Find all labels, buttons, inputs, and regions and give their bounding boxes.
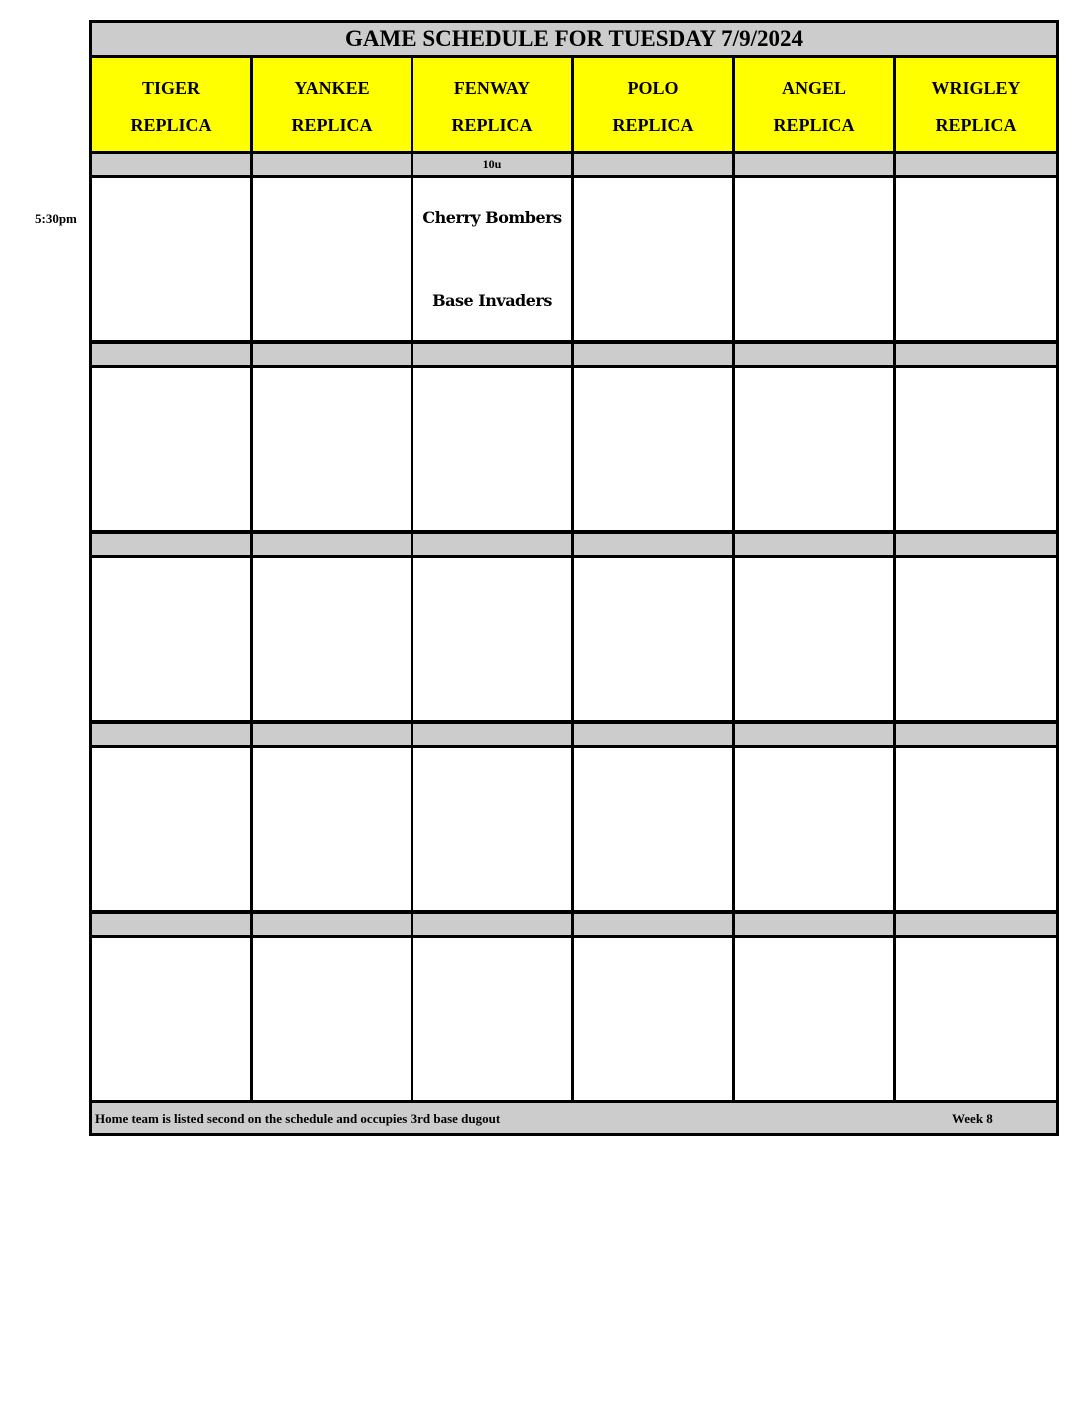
week-label: Week 8 (952, 1111, 993, 1126)
game-cell (896, 368, 1056, 530)
division-band (253, 534, 411, 555)
game-cell (574, 178, 732, 340)
field-header-yankee (253, 58, 411, 151)
division-band (253, 154, 411, 175)
division-band (92, 344, 250, 365)
division-band (92, 724, 250, 745)
game-cell (574, 938, 732, 1100)
game-cell (735, 558, 893, 720)
division-band (735, 344, 893, 365)
game-cell (896, 558, 1056, 720)
game-cell (253, 178, 411, 340)
field-subtitle: REPLICA (291, 115, 373, 135)
field-header-wrigley (896, 58, 1056, 151)
field-subtitle: REPLICA (130, 115, 212, 135)
division-band (574, 534, 732, 555)
division-band (896, 724, 1056, 745)
division-band (92, 914, 250, 935)
field-subtitle: REPLICA (935, 115, 1017, 135)
game-cell (413, 558, 571, 720)
game-cell (253, 368, 411, 530)
field-name: WRIGLEY (931, 78, 1021, 98)
division-band (253, 914, 411, 935)
division-band (253, 724, 411, 745)
game-cell (574, 748, 732, 910)
division-band (896, 154, 1056, 175)
division-band (92, 154, 250, 175)
division-band (92, 534, 250, 555)
game-cell (413, 748, 571, 910)
game-cell (253, 558, 411, 720)
field-subtitle: REPLICA (612, 115, 694, 135)
footer-note: Home team is listed second on the schedule and occupies 3rd base dugout (95, 1111, 501, 1126)
division-band (574, 724, 732, 745)
time-label-slot-1: 5:30pm (35, 211, 77, 226)
game-cell (413, 178, 571, 340)
division-band (413, 914, 571, 935)
home-team: Base Invaders (432, 291, 552, 310)
field-name: YANKEE (294, 78, 370, 98)
game-cell (92, 748, 250, 910)
game-cell (896, 938, 1056, 1100)
game-cell (896, 178, 1056, 340)
field-header-fenway (413, 58, 571, 151)
division-band (735, 534, 893, 555)
division-band (413, 724, 571, 745)
division-band (735, 914, 893, 935)
game-cell (253, 938, 411, 1100)
schedule-sheet (89, 20, 1059, 1136)
game-cell (92, 368, 250, 530)
game-cell (735, 368, 893, 530)
game-cell (735, 178, 893, 340)
field-name: TIGER (141, 78, 201, 98)
game-cell (92, 178, 250, 340)
game-cell (735, 748, 893, 910)
field-header-tiger (92, 58, 250, 151)
division-band (735, 154, 893, 175)
field-name: POLO (627, 78, 679, 98)
division-band (574, 914, 732, 935)
division-band (896, 344, 1056, 365)
division-band (253, 344, 411, 365)
division-band (574, 154, 732, 175)
division-band (735, 724, 893, 745)
field-header-angel (735, 58, 893, 151)
game-cell (92, 938, 250, 1100)
field-name: ANGEL (781, 78, 846, 98)
division-band (413, 534, 571, 555)
game-cell (735, 938, 893, 1100)
footer-bar (92, 1103, 1056, 1133)
division-band: 10u (413, 154, 571, 175)
division-band (413, 344, 571, 365)
field-subtitle: REPLICA (451, 115, 533, 135)
game-cell (413, 368, 571, 530)
field-subtitle: REPLICA (773, 115, 855, 135)
game-cell (92, 558, 250, 720)
game-cell (253, 748, 411, 910)
game-cell (574, 368, 732, 530)
field-name: FENWAY (453, 78, 531, 98)
game-cell (896, 748, 1056, 910)
away-team: Cherry Bombers (422, 208, 562, 227)
field-header-polo (574, 58, 732, 151)
game-cell (413, 938, 571, 1100)
game-cell (574, 558, 732, 720)
division-band (896, 914, 1056, 935)
page-title: GAME SCHEDULE FOR TUESDAY 7/9/2024 (92, 23, 1056, 55)
division-band (574, 344, 732, 365)
division-band (896, 534, 1056, 555)
